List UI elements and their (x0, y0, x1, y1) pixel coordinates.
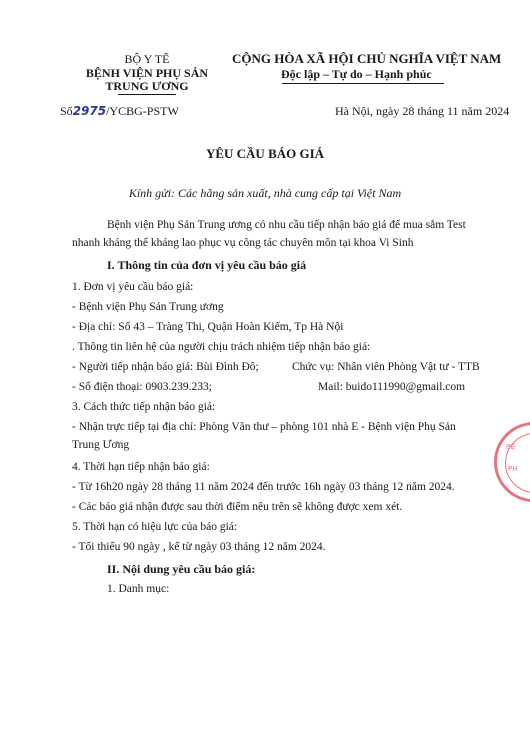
document-title: YÊU CẦU BÁO GIÁ (205, 146, 325, 161)
document-number (60, 104, 179, 118)
section2-heading: II. Nội dung yêu cầu báo giá: (107, 562, 256, 576)
receiver-email: Mail: buido111990@gmail.com (318, 381, 466, 393)
deadline-note: - Các báo giá nhận được sau thời điểm nêu trên sẽ không được xem xét. (72, 501, 403, 513)
document-number-handwritten: 2975 (72, 104, 107, 118)
intro-line2: nhanh kháng thể kháng lao phục vụ công tác chuyên môn tại khoa Vi Sinh (72, 237, 414, 249)
stamp-text-a: BỆ (506, 443, 516, 451)
section1-item4: 4. Thời hạn tiếp nhận báo giá: (72, 461, 210, 473)
section2-item1: 1. Danh mục: (107, 583, 170, 595)
official-stamp (494, 422, 530, 502)
section1-item2: . Thông tin liên hệ của người chịu trách nhiệm tiếp nhận báo giá: (72, 341, 371, 353)
hospital-name-line1: BỆNH VIỆN PHỤ SẢN (85, 66, 209, 80)
document-number-suffix: /YCBG-PSTW (106, 104, 179, 118)
delivery-method-line2: Trung Ương (72, 439, 130, 451)
quote-validity: - Tối thiểu 90 ngày , kể từ ngày 03 tháng 12 năm 2024. (72, 541, 326, 553)
unit-address: - Địa chỉ: Số 43 – Tràng Thi, Quận Hoàn Kiếm, Tp Hà Nội (72, 321, 344, 333)
stamp-inner-ring (505, 433, 530, 493)
receiver-phone: - Số điện thoại: 0903.239.233; (72, 381, 212, 393)
delivery-method-line1: - Nhận trực tiếp tại địa chỉ: Phòng Văn thư – phòng 101 nhà E - Bệnh viện Phụ Sản (72, 421, 456, 433)
motto-underline (282, 83, 444, 84)
requesting-unit: - Bệnh viện Phụ Sản Trung ương (72, 301, 224, 313)
submission-deadline: - Từ 16h20 ngày 28 tháng 11 năm 2024 đến trước 16h ngày 03 tháng 12 năm 2024. (72, 481, 455, 493)
receiver-position: Chức vụ: Nhân viên Phòng Vật tư - TTB (292, 361, 480, 373)
hospital-name-line2: TRUNG ƯƠNG (105, 79, 189, 93)
national-motto: Độc lập – Tự do – Hạnh phúc (281, 67, 432, 81)
stamp-text-b: PH (508, 465, 518, 473)
republic-title: CỘNG HÒA XÃ HỘI CHỦ NGHĨA VIỆT NAM (232, 51, 502, 66)
ministry-name: BỘ Y TẾ (124, 52, 170, 66)
header-left-underline (118, 94, 176, 95)
section1-heading: I. Thông tin của đơn vị yêu cầu báo giá (107, 258, 307, 272)
section1-item1: 1. Đơn vị yêu cầu báo giá: (72, 281, 194, 293)
receiver-name: - Người tiếp nhận báo giá: Bùi Đình Đô; (72, 361, 259, 373)
intro-line1: Bệnh viện Phụ Sản Trung ương có nhu cầu tiếp nhận báo giá để mua sắm Test (107, 219, 466, 231)
section1-item5: 5. Thời hạn có hiệu lực của báo giá: (72, 521, 238, 533)
section1-item3: 3. Cách thức tiếp nhận báo giá: (72, 401, 216, 413)
recipient-line: Kính gửi: Các hãng sản xuất, nhà cung cấp tại Việt Nam (128, 186, 402, 200)
place-and-date: Hà Nội, ngày 28 tháng 11 năm 2024 (335, 104, 510, 118)
document-number-prefix: Số (60, 104, 73, 118)
